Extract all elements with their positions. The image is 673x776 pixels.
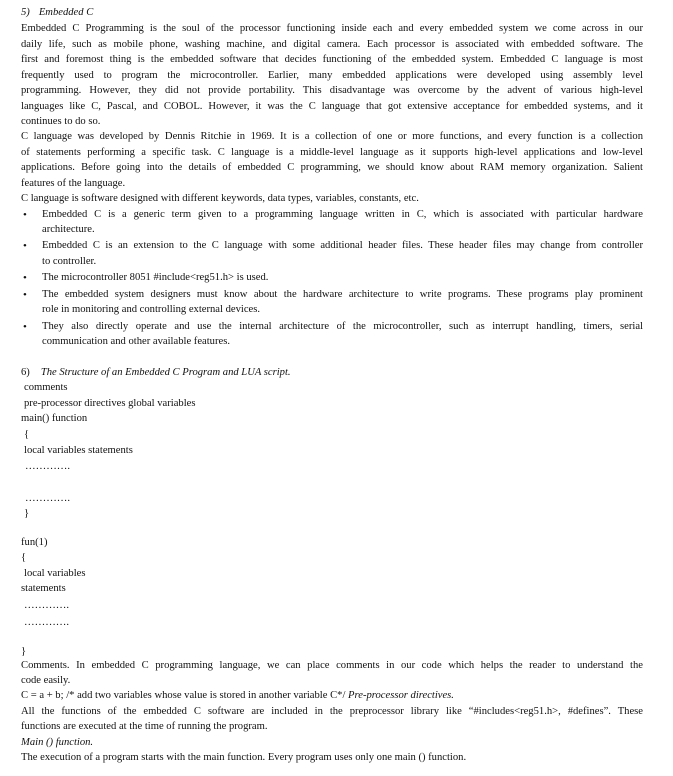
para1-line-3: first and foremost thing is the embedded software that decides functioning of the embedded system. Embedded C language is most [21, 54, 643, 65]
section-6-title: The Structure of an Embedded C Program and LUA script. [40, 367, 291, 378]
para2-line-4: features of the language. [21, 178, 126, 189]
preprocessor-para-line-2: functions are executed at the time of running the program. [21, 721, 268, 732]
code-dots-3: …………. [24, 600, 70, 611]
para1-line-1: Embedded C Programming is the soul of the processor functioning inside each and every embedded system we come across in our [21, 23, 643, 34]
main-function-para: The execution of a program starts with the main function. Every program uses only one main () function. [21, 752, 467, 763]
bullet-1-line-1: Embedded C is a generic term given to a programming language written in C, which is associated with particular hardware [42, 209, 643, 220]
code-local-vars-1: local variables statements [24, 445, 133, 456]
bullet-marker: • [23, 240, 27, 252]
para2-line-1: C language was developed by Dennis Ritchie in 1969. It is a collection of one or more functions, and every function is a collection [21, 131, 643, 142]
section-6-number: 6) [21, 367, 30, 378]
para1-line-2: daily life, such as mobile phone, washing machine, and digital camera. Each processor is associated with embedded software. The [21, 39, 643, 50]
preprocessor-title: Pre-processor directives. [348, 690, 454, 701]
bullet-marker: • [23, 289, 27, 301]
comments-para-line-1: Comments. In embedded C programming language, we can place comments in our code which helps the reader to understand the [21, 660, 643, 671]
bullet-marker: • [23, 209, 27, 221]
para1-line-4: frequently used to program the microcontroller. Earlier, many embedded applications were developed using assembly level [21, 70, 643, 81]
bullet-5-line-2: communication and other available features. [42, 336, 230, 347]
code-comments: comments [24, 382, 68, 393]
section-5-number: 5) [21, 7, 30, 18]
code-dots-2: …………. [25, 493, 71, 504]
code-open-brace-1: { [24, 429, 30, 440]
bullet-marker: • [23, 272, 27, 284]
section-5-title: Embedded C [38, 7, 94, 18]
bullet-1-line-2: architecture. [42, 224, 95, 235]
example-code-line [21, 689, 454, 703]
comments-para-line-2: code easily. [21, 675, 71, 686]
bullet-marker: • [23, 321, 27, 333]
code-close-brace-1: } [24, 508, 30, 519]
bullet-4-line-2: role in monitoring and controlling external devices. [42, 304, 260, 315]
code-dots-1: …………. [25, 461, 71, 472]
para1-line-5: programming. However, they did not provide portability. This disadvantage was overcome by the advent of various high-level [21, 85, 643, 96]
code-statements: statements [21, 583, 66, 594]
bullet-5-line-1: They also directly operate and use the internal architecture of the microcontroller, such as interrupt handling, timers, serial [42, 321, 643, 332]
example-code: C = a + b; /* add two variables whose value is stored in another variable C*/ [21, 690, 346, 701]
section-5-heading [21, 6, 93, 20]
para2-line-3: applications. Before going into the details of embedded C programming, we should know about RAM memory organization. Salient [21, 162, 643, 173]
code-open-brace-2: { [21, 552, 27, 563]
bullet-3-line-1: The microcontroller 8051 #include<reg51.h> is used. [42, 272, 269, 283]
para3-line-1: C language is software designed with different keywords, data types, variables, constants, etc. [21, 193, 419, 204]
code-fun: fun(1) [21, 537, 48, 548]
para1-line-7: continues to do so. [21, 116, 101, 127]
section-6-heading [21, 366, 291, 380]
para2-line-2: of statements performing a specific task. C language is a middle-level language as it supports high-level applications and low-level [21, 147, 643, 158]
code-main: main() function [21, 413, 88, 424]
code-close-brace-2: } [21, 646, 27, 657]
code-preprocessor: pre-processor directives global variables [24, 398, 196, 409]
code-dots-4: …………. [24, 617, 70, 628]
main-function-title: Main () function. [21, 737, 94, 748]
code-local-vars-2: local variables [24, 568, 86, 579]
bullet-4-line-1: The embedded system designers must know about the hardware architecture to write programs. These programs play prominent [42, 289, 643, 300]
bullet-2-line-2: to controller. [42, 256, 97, 267]
preprocessor-para-line-1: All the functions of the embedded C software are included in the preprocessor library like “#includes<reg51.h>, #defines”. These [21, 706, 643, 717]
para1-line-6: languages like C, Pascal, and COBOL. However, it was the C language that got extensive acceptance for embedded systems, and it [21, 101, 643, 112]
bullet-2-line-1: Embedded C is an extension to the C language with some additional header files. These header files may change from controller [42, 240, 643, 251]
